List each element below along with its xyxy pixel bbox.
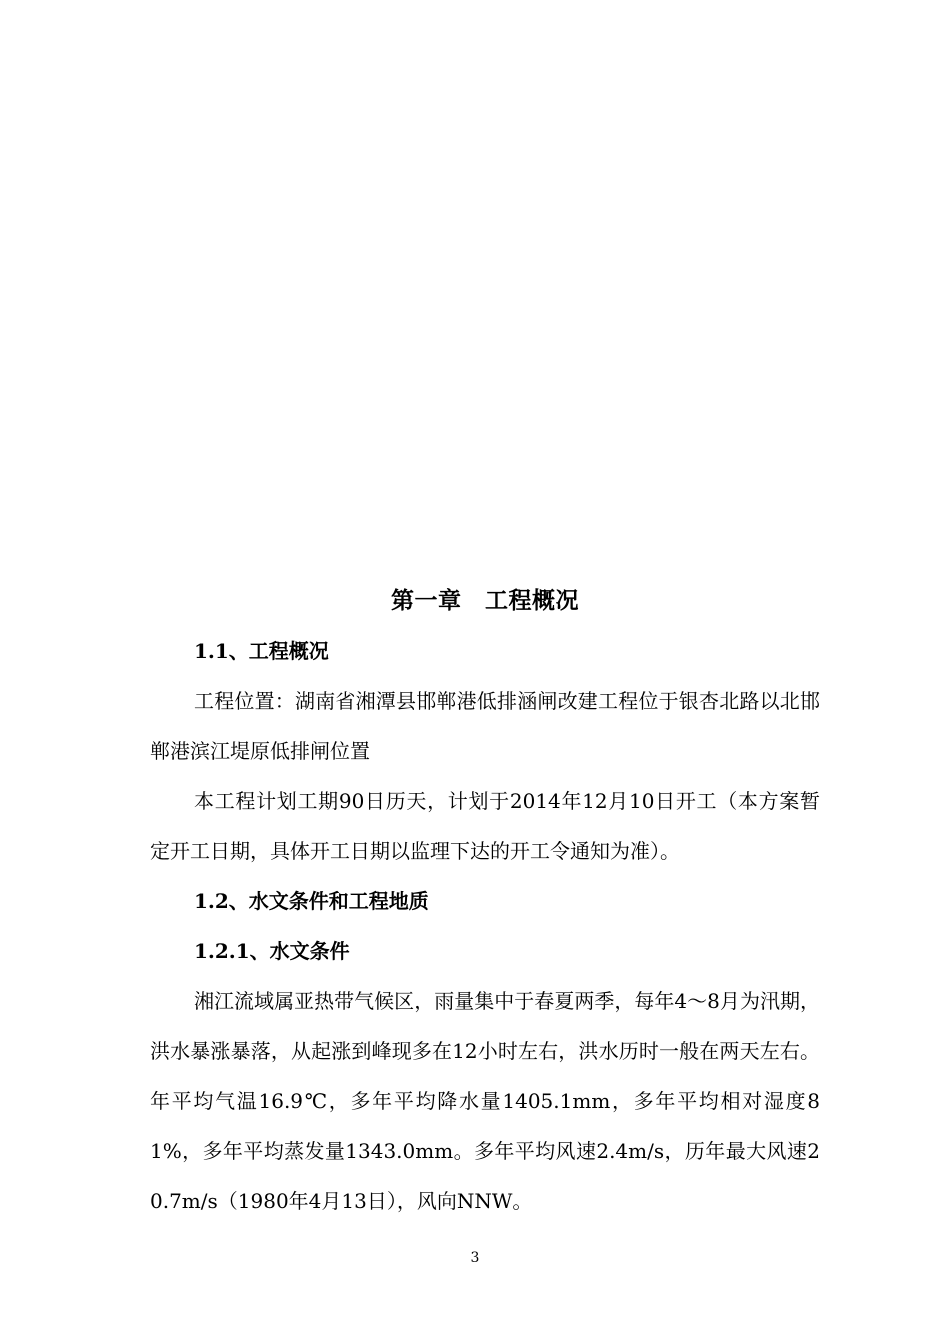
subsection-heading-1-2-1: 1.2.1、水文条件 — [194, 939, 350, 963]
paragraph-hydrology: 湘江流域属亚热带气候区，雨量集中于春夏两季，每年4～8月为汛期，洪水暴涨暴落，从起涨到峰现多在12小时左右，洪水历时一般在两天左右。 年平均气温16.9℃，多年平均降水量1405.1mm，多年平均相对湿度81%，多年平均蒸发量1343.0mm。多年平均风速2.4m/s，历年最大风速20.7m/s（1980年4月13日），风向NNW。 — [150, 989, 820, 1213]
page-content — [150, 576, 820, 1226]
page-number: 3 — [470, 1250, 480, 1266]
paragraph-project-location: 工程位置：湖南省湘潭县邯郸港低排涵闸改建工程位于银杏北路以北邯郸港滨江堤原低排闸位置 — [150, 689, 820, 763]
section-heading-1-2: 1.2、水文条件和工程地质 — [194, 889, 429, 913]
chapter-title: 第一章 工程概况 — [391, 587, 579, 614]
section-heading-1-1: 1.1、工程概况 — [194, 639, 329, 663]
paragraph-project-schedule: 本工程计划工期90日历天，计划于2014年12月10日开工（本方案暂定开工日期，具体开工日期以监理下达的开工令通知为准）。 — [150, 789, 820, 863]
